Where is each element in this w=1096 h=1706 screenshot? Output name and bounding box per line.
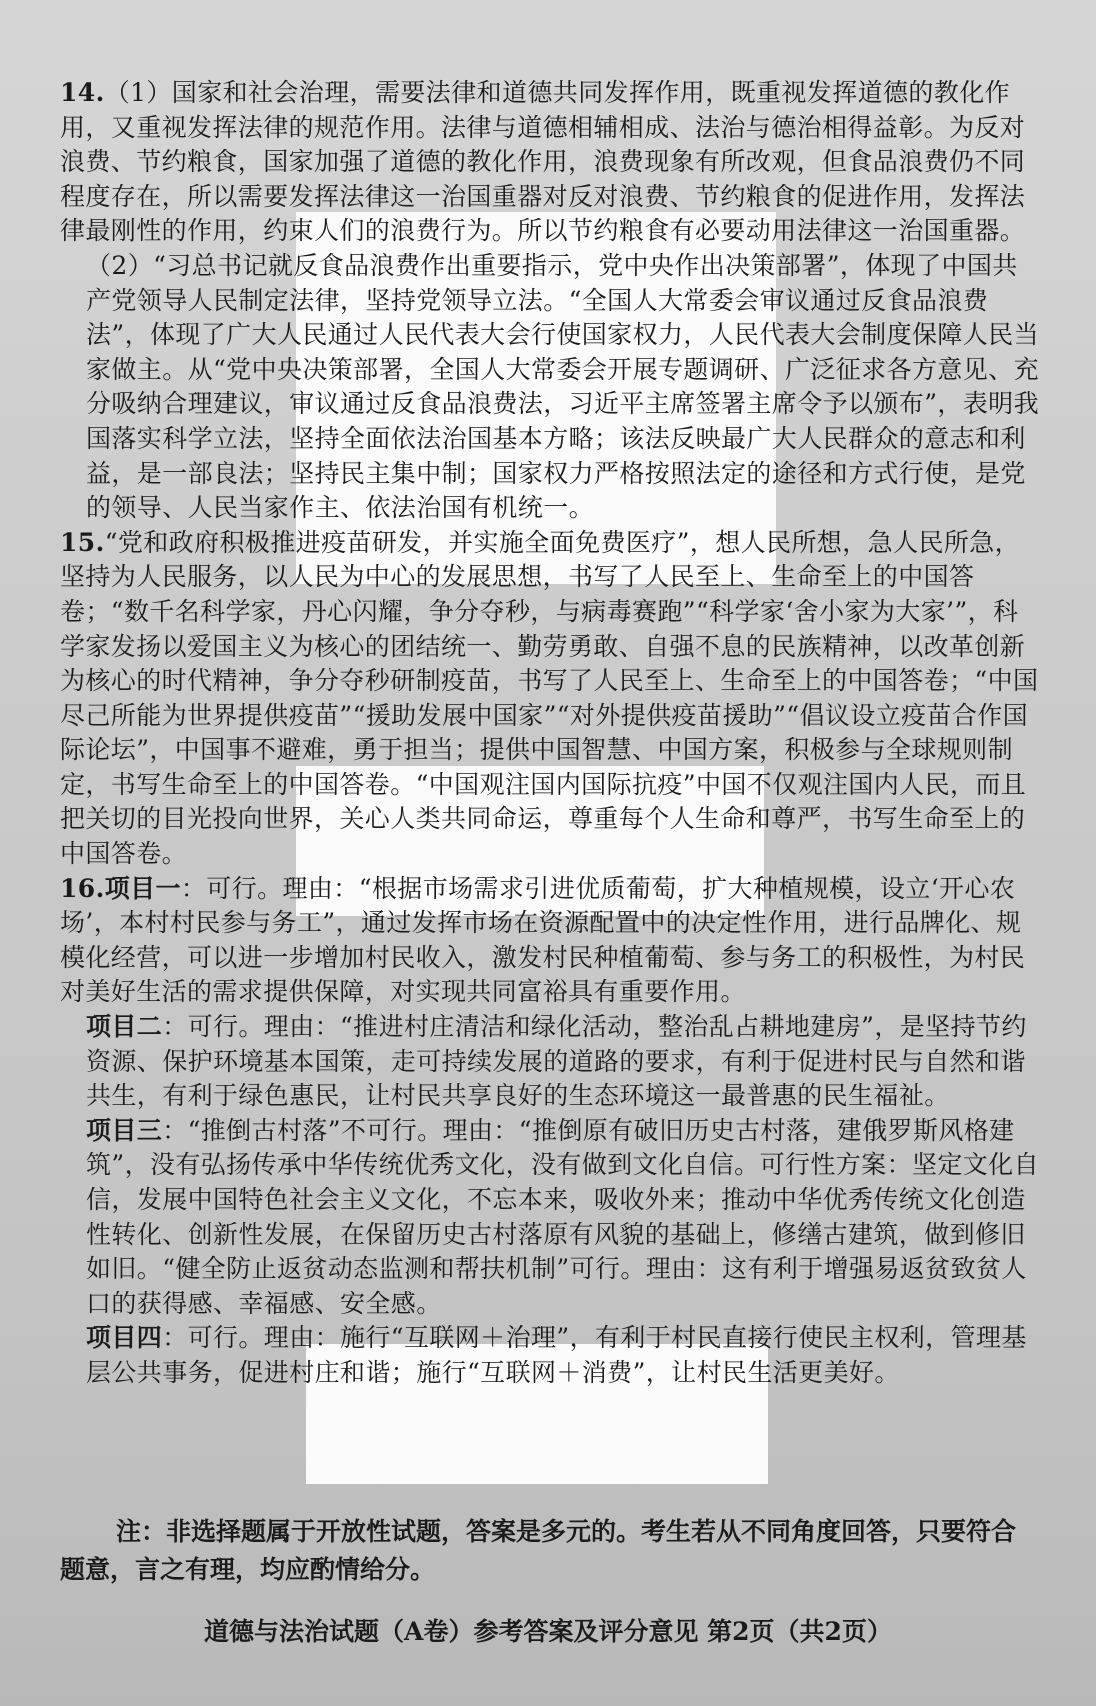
q16-project-4 [60,1321,1040,1390]
q14-part1-text: （1）国家和社会治理，需要法律和道德共同发挥作用，既重视发挥道德的教化作用，又重视发挥法律的规范作用。法律与道德相辅相成、法治与德治相得益彰。为反对浪费、节约粮食，国家加强了道德的教化作用，浪费现象有所改观，但食品浪费仍不同程度存在，所以需要发挥法律这一治国重器对反对浪费、节约粮食的促进作用，发挥法律最刚性的作用，约束人们的浪费行为。所以节约粮食有必要动用法律这一治国重器。 [60,78,1026,246]
answer-content [60,76,1040,1391]
grading-note: 注：非选择题属于开放性试题，答案是多元的。考生若从不同角度回答，只要符合题意，言之有理，均应酌情给分。 [60,1517,1017,1584]
q16-p2-text: ：可行。理由：“推进村庄清洁和绿化活动，整治乱占耕地建房”，是坚持节约资源、保护环境基本国策，走可持续发展的道路的要求，有利于促进村民与自然和谐共生，有利于绿色惠民，让村民共享良好的生态环境这一最普惠的民生福祉。 [86,1012,1027,1111]
q16-project-1 [60,872,1040,1010]
q16-p1-label: 项目一 [104,873,181,903]
q16-p4-text: ：可行。理由：施行“互联网＋治理”，有利于村民直接行使民主权利，管理基层公共事务，促进村庄和谐；施行“互联网＋消费”，让村民生活更美好。 [86,1323,1027,1387]
q16-p3-text: ：“推倒古村落”不可行。理由：“推倒原有破旧历史古村落，建俄罗斯风格建筑”，没有弘扬传承中华传统优秀文化，没有做到文化自信。可行性方案：坚定文化自信，发展中国特色社会主义文化，不忘本来，吸收外来；推动中华优秀传统文化创造性转化、创新性发展，在保留历史古村落原有风貌的基础上，修缮古建筑，做到修旧如旧。“健全防止返贫动态监测和帮扶机制”可行。理由：这有利于增强易返贫致贫人口的获得感、幸福感、安全感。 [86,1115,1039,1318]
page-footer: 道德与法治试题（A卷）参考答案及评分意见 第2页（共2页） [204,1617,892,1646]
q15-text-block [60,526,1040,872]
question-14 [60,76,1040,526]
q16-p3-label: 项目三 [86,1115,163,1145]
q14-number: 14. [60,78,105,107]
q16-p1-text: ：可行。理由：“根据市场需求引进优质葡萄，扩大种植规模，设立‘开心农场’，本村村民参与务工”，通过发挥市场在资源配置中的决定性作用，进行品牌化、规模化经营，可以进一步增加村民收入，激发村民种植葡萄、参与务工的积极性，为村民对美好生活的需求提供保障，对实现共同富裕具有重要作用。 [60,873,1026,1007]
question-15 [60,526,1040,872]
q14-part1 [60,76,1040,249]
q16-p2-label: 项目二 [86,1012,163,1042]
q15-text: “党和政府积极推进疫苗研发，并实施全面免费医疗”，想人民所想，急人民所急，坚持为人民服务，以人民为中心的发展思想，书写了人民至上、生命至上的中国答卷；“数千名科学家，丹心闪耀，争分夺秒，与病毒赛跑”“科学家‘舍小家为大家’”，科学家发扬以爱国主义为核心的团结统一、勤劳勇敢、自强不息的民族精神，以改革创新为核心的时代精神，争分夺秒研制疫苗，书写了人民至上、生命至上的中国答卷；“中国尽己所能为世界提供疫苗”“援助发展中国家”“对外提供疫苗援助”“倡议设立疫苗合作国际论坛”，中国事不避难，勇于担当；提供中国智慧、中国方案，积极参与全球规则制定，书写生命至上的中国答卷。“中国观注国内国际抗疫”中国不仅观注国内人民，而且把关切的目光投向世界，关心人类共同命运，尊重每个人生命和尊严，书写生命至上的中国答卷。 [60,527,1039,869]
q15-number: 15. [60,527,105,557]
question-16 [60,872,1040,1391]
q14-part2: （2）“习总书记就反食品浪费作出重要指示，党中央作出决策部署”，体现了中国共产党领导人民制定法律，坚持党领导立法。“全国人大常委会审议通过反食品浪费法”，体现了广大人民通过人民代表大会行使国家权力，人民代表大会制度保障人民当家做主。从“党中央决策部署，全国人大常委会开展专题调研、广泛征求各方意见、充分吸纳合理建议，审议通过反食品浪费法，习近平主席签署主席令予以颁布”，表明我国落实科学立法，坚持全面依法治国基本方略；该法反映最广大人民群众的意志和利益，是一部良法；坚持民主集中制；国家权力严格按照法定的途径和方式行使，是党的领导、人民当家作主、依法治国有机统一。 [86,250,1039,523]
q16-p4-label: 项目四 [86,1323,163,1353]
q16-number: 16. [60,873,105,903]
q16-project-2 [60,1010,1040,1114]
q16-project-3 [60,1114,1040,1322]
